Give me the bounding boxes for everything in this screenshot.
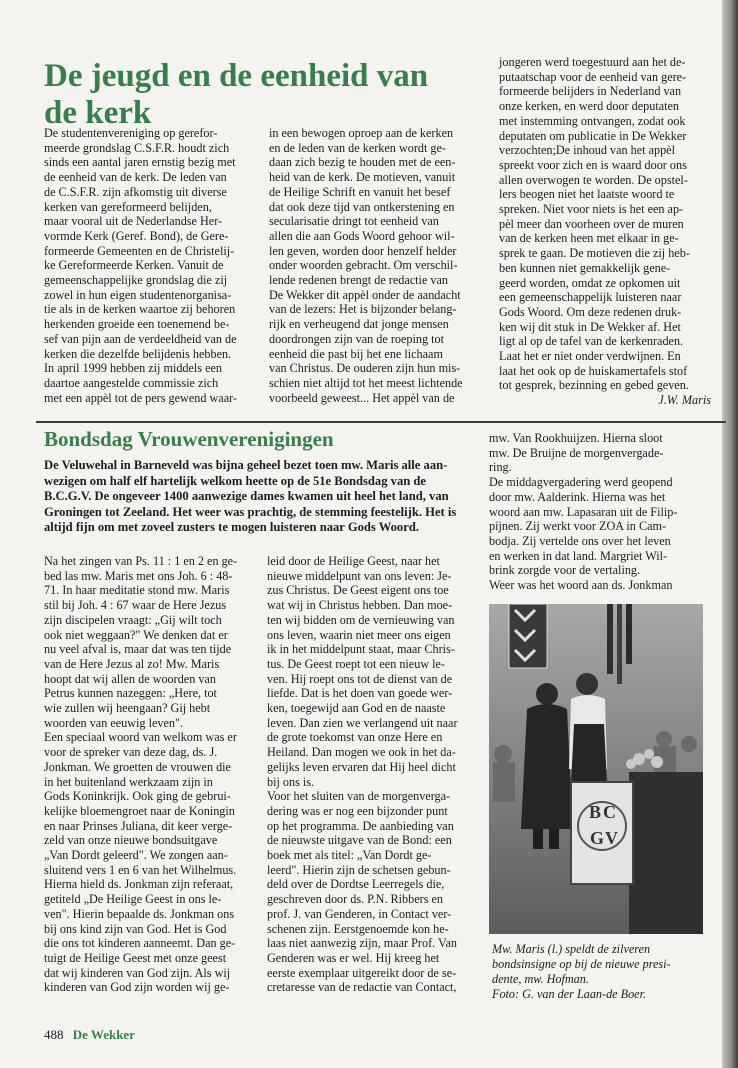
- text-line: leerd". Hierin zijn de schetsen gebun-: [267, 862, 451, 877]
- text-line: De Veluwehal in Barneveld was bijna geheel bezet toen mw. Maris alle aan-: [44, 458, 448, 472]
- text-line: B.C.G.V. De ongeveer 1400 aanwezige dames kwamen uit heel het land, van: [44, 489, 449, 503]
- text-line: voorbeeld geweest... Het appèl van de: [269, 390, 455, 405]
- text-line: doordrongen zijn van de roeping tot: [269, 331, 444, 346]
- text-line: eerste exemplaar uitgereikt door de se-: [267, 965, 457, 980]
- author-signature: J.W. Maris: [658, 393, 711, 408]
- text-line: Voor het sluiten van de morgenverga-: [267, 789, 451, 804]
- text-line: liefde. Dat is het doen van goede wer-: [267, 686, 453, 701]
- text-line: prof. J. van Genderen, in Contact ver-: [267, 906, 452, 921]
- text-line: van Christus. De ouderen zijn hun mis-: [269, 361, 461, 376]
- text-line: geerd worden, omdat ze opkomen uit: [499, 275, 681, 290]
- text-line: dering was er nog een bijzonder punt: [267, 803, 448, 818]
- article-column-3: [499, 55, 711, 408]
- text-line: daan zich bezig te houden met de een-: [269, 155, 456, 170]
- text-line: in een bewogen oproep aan de kerken: [269, 126, 454, 140]
- text-line: sprek te gaan. De motieven die zij heb-: [499, 246, 690, 261]
- text-line: Gods Koninkrijk. Ook ging de gebrui-: [44, 789, 231, 804]
- text-line: zeld van onze nieuwe bondsuitgave: [44, 833, 218, 848]
- text-line: zijn discipelen vraagt: „Gij wilt toch: [44, 612, 222, 627]
- text-line: vormde Kerk (Geref. Bond), de Gere-: [44, 228, 229, 243]
- text-line: en werken in dat land. Margriet Wil-: [489, 548, 668, 563]
- text-line: nieuwe middelpunt van ons leven: Je-: [267, 568, 452, 583]
- text-line: ke Gereformeerde Kerken. Vanuit de: [44, 258, 224, 273]
- text-line: Mw. Maris (l.) speldt de zilveren: [492, 942, 651, 956]
- text-line: tie als in de kerken waartoe zij behoren: [44, 302, 236, 317]
- emblem-letter: C: [603, 802, 616, 822]
- page-number: 488: [44, 1027, 64, 1042]
- text-line: laat het ook op de huiskamertafels stof: [499, 363, 688, 378]
- text-line: altijd fijn om met zoveel zusters te mogen luisteren naar Gods Woord.: [44, 520, 419, 534]
- text-line: ven. Hij roept ons tot de dienst van de: [267, 671, 453, 686]
- text-line: en naar Prinses Juliana, dit keer verge-: [44, 818, 233, 833]
- page-footer: [44, 1027, 135, 1043]
- text-line: woord aan mw. Lapasaran uit de Filip-: [489, 504, 678, 519]
- text-line: woorden van eeuwig leven".: [44, 715, 183, 730]
- text-line: deputaten om publicatie in De Wekker: [499, 128, 687, 143]
- text-line: ons leven, waarin niet meer ons eigen: [267, 627, 451, 642]
- text-line: formeerde Gemeenten en de Christelij-: [44, 243, 235, 258]
- text-line: die ons tot kinderen aanneemt. Dan ge-: [44, 936, 236, 951]
- text-line: schenen zijn. Eerstgenoemde kon he-: [267, 921, 449, 936]
- text-line: In april 1999 hebben zij middels een: [44, 361, 223, 376]
- text-line: Na het zingen van Ps. 11 : 1 en 2 en ge-: [44, 554, 238, 568]
- emblem-letter: G: [590, 828, 605, 848]
- text-line: ring.: [489, 460, 512, 475]
- text-line: gelijks leven ervaren dat Hij heel dicht: [267, 759, 456, 774]
- text-line: gemeenschappelijke grondslag die zij: [44, 273, 228, 288]
- text-line: Jonkman. We groetten de vrouwen die: [44, 759, 231, 774]
- text-line: ligt al op de tafel van de kerkenraden.: [499, 334, 684, 349]
- text-line: tus. De Geest roept tot een nieuw le-: [267, 656, 446, 671]
- text-line: lende redenen brengt de redactie van: [269, 273, 448, 288]
- text-line: laas niet aanwezig zijn, maar Prof. Van: [267, 936, 457, 951]
- text-line: tuigt de Heilige Geest met onze geest: [44, 950, 227, 965]
- section-title: Bondsdag Vrouwenverenigingen: [44, 427, 334, 451]
- text-line: met instemming ontvangen, zodat ook: [499, 113, 686, 128]
- event-photo: [489, 604, 703, 934]
- text-line: kerken van gereformeerd belijden,: [44, 199, 212, 214]
- text-line: mw. De Bruijne de morgenvergade-: [489, 445, 664, 460]
- text-line: jongeren werd toegestuurd aan het de-: [499, 55, 686, 69]
- text-line: een gemeenschappelijk luisteren naar: [499, 290, 682, 305]
- text-line: voor de spreker van deze dag, ds. J.: [44, 745, 218, 760]
- page-binding-shadow: [722, 0, 738, 1068]
- text-line: verzochten;De inhoud van het appèl: [499, 143, 675, 158]
- text-line: rijk en verheugend dat jonge mensen: [269, 317, 449, 332]
- text-line: de Heilige Schrift en vanuit het besef: [269, 184, 451, 199]
- text-line: Petrus kunnen nazeggen: „Here, tot: [44, 686, 217, 701]
- article-column-2: [267, 554, 481, 995]
- text-line: len geven, worden door henzelf helder: [269, 243, 457, 258]
- text-line: kelijke bloemengroet naar de Koningin: [44, 803, 235, 818]
- text-line: van de Here Jezus al zo! Mw. Maris: [44, 656, 220, 671]
- text-line: Heiland. Dan mogen we ook in het da-: [267, 745, 456, 760]
- text-line: leid door de Heilige Geest, naar het: [267, 554, 440, 568]
- text-line: spreken. Niet voor niets is het een ap-: [499, 202, 684, 217]
- text-line: „Van Dordt geleerd". We zongen aan-: [44, 848, 228, 863]
- text-line: dat wij kinderen van God zijn. Als wij: [44, 965, 231, 980]
- text-line: de C.S.F.R. zijn afkomstig uit diverse: [44, 184, 227, 199]
- text-line: deld over de Dordtse Leerregels die,: [267, 877, 445, 892]
- text-line: tot gesprek, bezinning en gebed geven.: [499, 378, 689, 393]
- text-line: kerken die dezelfde belijdenis hebben.: [44, 346, 232, 361]
- text-line: sef van pijn aan de verdeeldheid van de: [44, 331, 237, 346]
- text-line: wat wij in Christus hebben. Dan moe-: [267, 598, 453, 613]
- photo-caption: [492, 942, 707, 1002]
- article-column-3-text: [499, 55, 711, 393]
- text-line: schien niet altijd tot het meest lichtende: [269, 375, 463, 390]
- emblem-letter: B: [589, 802, 602, 822]
- text-line: sinds een aantal jaren ernstig bezig met: [44, 155, 236, 170]
- text-line: onder woorden gebracht. Om verschil-: [269, 258, 458, 273]
- article-title: De jeugd en de eenheid van de kerk: [44, 58, 429, 131]
- text-line: sluitend vers 1 en 6 van het Wilhelmus.: [44, 862, 237, 877]
- text-line: Weer was het woord aan ds. Jonkman: [489, 578, 673, 593]
- text-line: Een speciaal woord van welkom was er: [44, 730, 237, 745]
- article-column-1: [44, 126, 256, 405]
- text-line: ven". Hierin bepaalde ds. Jonkman ons: [44, 906, 235, 921]
- text-line: hoopt dat wij allen de woorden van: [44, 671, 216, 686]
- text-line: stil bij Joh. 4 : 67 waar de Here Jezus: [44, 598, 227, 613]
- text-line: bed las mw. Maris met ons Joh. 6 : 48-: [44, 568, 233, 583]
- text-line: getiteld „De Heilige Geest in ons le-: [44, 892, 222, 907]
- text-line: ken wij dit stuk in De Wekker af. Het: [499, 319, 681, 334]
- text-line: Hierna hield ds. Jonkman zijn referaat,: [44, 877, 234, 892]
- article-lead: [44, 458, 474, 536]
- text-line: zowel in hun eigen studentenorganisa-: [44, 287, 232, 302]
- text-line: de nieuwste uitgave van de Bond: een: [267, 833, 452, 848]
- text-line: van de kerken heen met elkaar in ge-: [499, 231, 679, 246]
- text-line: maar vooral uit de Nederlandse Her-: [44, 214, 223, 229]
- text-line: putaatschap voor de eenheid van gere-: [499, 69, 687, 84]
- text-line: De studentenvereniging op gerefor-: [44, 126, 218, 140]
- text-line: daartoe aangestelde commissie zich: [44, 375, 219, 390]
- text-line: allen die aan Gods Woord gehoor wil-: [269, 228, 455, 243]
- publication-name: De Wekker: [72, 1027, 135, 1042]
- text-line: met een appèl tot de pers gewend waar-: [44, 390, 237, 405]
- text-line: eenheid die past bij het ene lichaam: [269, 346, 443, 361]
- photo-illustration: [489, 604, 703, 934]
- text-line: allen overwogen te worden. De opstel-: [499, 172, 688, 187]
- table: [629, 772, 703, 934]
- text-line: geschreven door ds. P.N. Ribbers en: [267, 892, 444, 907]
- text-line: Laat het er niet onder verdwijnen. En: [499, 349, 681, 364]
- text-line: bij ons kind zijn van God. Het is God: [44, 921, 227, 936]
- text-line: De middagvergadering werd geopend: [489, 475, 673, 490]
- section-divider: [36, 421, 726, 423]
- text-line: door mw. Aalderink. Hierna was het: [489, 489, 666, 504]
- text-line: brink zorgde voor de vertaling.: [489, 563, 641, 578]
- text-line: in het buitenland werkzaam zijn in: [44, 774, 213, 789]
- text-line: op het programma. De aanbieding van: [267, 818, 454, 833]
- text-line: De Wekker dit appèl onder de aandacht: [269, 287, 461, 302]
- text-line: onze kerken, en werd door deputaten: [499, 99, 680, 114]
- text-line: wezigen om half elf hartelijk welkom heette op de 51e Bondsdag van de: [44, 473, 426, 488]
- text-line: ik in het middelpunt staat, maar Chris-: [267, 642, 455, 657]
- cbgv-emblem-board: [571, 782, 633, 884]
- emblem-letter: V: [605, 828, 618, 848]
- text-line: ben kunnen niet gemakkelijk gene-: [499, 260, 671, 275]
- text-line: ken, toegewijd aan God en de naaste: [267, 701, 446, 716]
- text-line: Genderen was er wel. Hij kreeg het: [267, 950, 440, 965]
- text-line: formeerde belijders in Nederland van: [499, 84, 682, 99]
- text-line: dente, mw. Hofman.: [492, 972, 589, 986]
- text-line: de grote toekomst van onze Here en: [267, 730, 443, 745]
- text-line: spreekt voor zich en is waard door ons: [499, 157, 687, 172]
- text-line: en de leden van de kerken wordt ge-: [269, 140, 446, 155]
- text-line: ten wij bidden om de vernieuwing van: [267, 612, 455, 627]
- text-line: lers beogen niet het laatste woord te: [499, 187, 675, 202]
- text-line: Groningen tot Zeeland. Het weer was prachtig, de stemming feestelijk. Het is: [44, 504, 457, 519]
- text-line: nu veel afval is, maar dat was ten tijde: [44, 642, 232, 657]
- article-column-2: [269, 126, 483, 405]
- text-line: ook niet weggaan?" We denken dat er: [44, 627, 228, 642]
- text-line: wie zullen wij heengaan? Gij hebt: [44, 701, 211, 716]
- text-line: heid van de kerk. De motieven, vanuit: [269, 170, 456, 185]
- text-line: van de lezers: Het is bijzonder belang-: [269, 302, 457, 317]
- text-line: pèl meer dan voorheen over de muren: [499, 216, 684, 231]
- text-line: leven. Dan zien we verlangend uit naar: [267, 715, 458, 730]
- text-line: de eenheid van de kerk. De leden van: [44, 170, 227, 185]
- text-line: bij ons is.: [267, 774, 315, 789]
- text-line: cretaresse van de redactie van Contact,: [267, 980, 457, 995]
- text-line: boek met als titel: „Van Dordt ge-: [267, 848, 432, 863]
- article-column-1: [44, 554, 256, 995]
- text-line: Foto: G. van der Laan-de Boer.: [492, 987, 647, 1001]
- text-line: meerde grondslag C.S.F.R. houdt zich: [44, 140, 230, 155]
- text-line: zus Christus. De Geest eigent ons toe: [267, 583, 449, 598]
- text-line: bodja. Zij vertelde ons over het leven: [489, 533, 671, 548]
- text-line: 71. In haar meditatie stond mw. Maris: [44, 583, 230, 598]
- article-column-3: [489, 431, 704, 593]
- text-line: Gods Woord. Om deze redenen druk-: [499, 304, 682, 319]
- text-line: dat ook deze tijd van ontkerstening en: [269, 199, 455, 214]
- text-line: pijnen. Zij werkt voor ZOA in Cam-: [489, 519, 667, 534]
- text-line: mw. Van Rookhuijzen. Hierna sloot: [489, 431, 663, 445]
- text-line: secularisatie dringt tot eenheid van: [269, 214, 439, 229]
- text-line: herkenden groeide een toenemend be-: [44, 317, 230, 332]
- text-line: bondsinsigne op bij de nieuwe presi-: [492, 957, 671, 971]
- text-line: kinderen van God zijn worden wij ge-: [44, 980, 230, 995]
